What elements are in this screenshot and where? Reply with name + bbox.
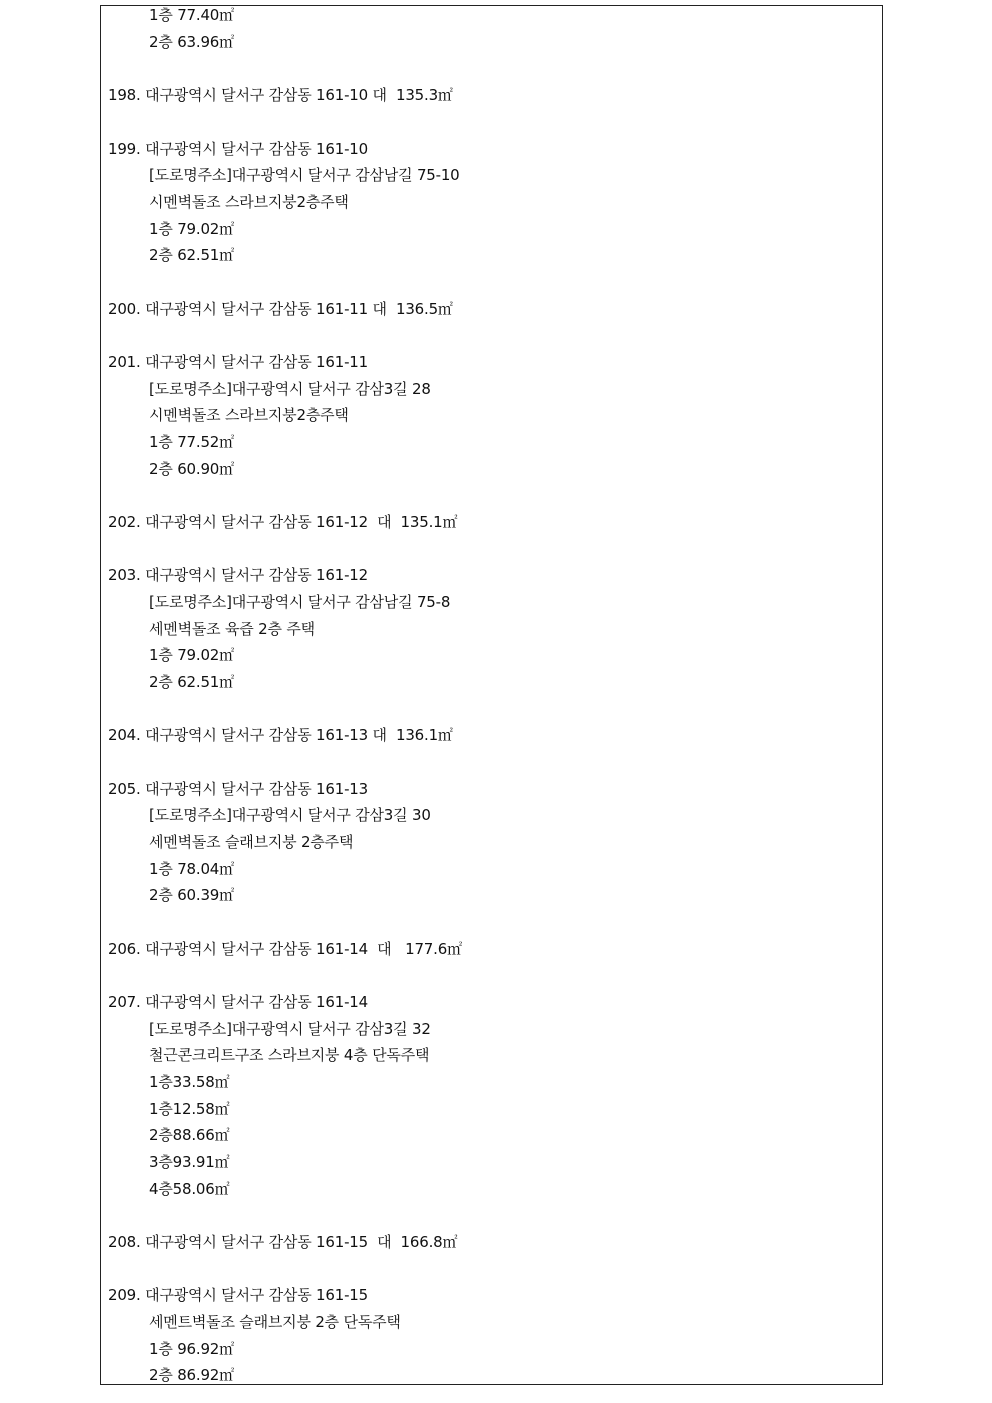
floor-area: 2층 60.39㎡: [149, 886, 234, 904]
floor-area: 1층12.58㎡: [149, 1100, 230, 1118]
structure-description: 철근콘크리트구조 스라브지붕 4층 단독주택: [149, 1046, 430, 1064]
floor-area: 1층 96.92㎡: [149, 1340, 234, 1358]
floor-area: 3층93.91㎡: [149, 1153, 230, 1171]
building-entry: 203. 대구광역시 달서구 감삼동 161-12: [108, 566, 368, 584]
floor-area: 2층88.66㎡: [149, 1126, 230, 1144]
road-address: [도로명주소]대구광역시 달서구 감삼3길 30: [149, 806, 431, 824]
parcel-entry: 202. 대구광역시 달서구 감삼동 161-12 대 135.1㎡: [108, 513, 458, 531]
structure-description: 세멘트벽돌조 슬래브지붕 2층 단독주택: [149, 1313, 401, 1331]
floor-area: 1층 77.52㎡: [149, 433, 234, 451]
floor-area: 2층 62.51㎡: [149, 673, 234, 691]
building-entry: 201. 대구광역시 달서구 감삼동 161-11: [108, 353, 368, 371]
road-address: [도로명주소]대구광역시 달서구 감삼3길 28: [149, 380, 431, 398]
floor-area: 2층 86.92㎡: [149, 1366, 234, 1384]
floor-area: 2층 60.90㎡: [149, 460, 234, 478]
floor-area: 1층33.58㎡: [149, 1073, 230, 1091]
road-address: [도로명주소]대구광역시 달서구 감삼남길 75-10: [149, 166, 460, 184]
building-entry: 199. 대구광역시 달서구 감삼동 161-10: [108, 140, 368, 158]
building-entry: 207. 대구광역시 달서구 감삼동 161-14: [108, 993, 368, 1011]
parcel-entry: 204. 대구광역시 달서구 감삼동 161-13 대 136.1㎡: [108, 726, 453, 744]
structure-description: 시멘벽돌조 스라브지붕2층주택: [149, 406, 349, 424]
structure-description: 세멘벽돌조 슬래브지붕 2층주택: [149, 833, 354, 851]
text-line: 2층 63.96㎡: [149, 33, 234, 51]
text-line: 1층 77.40㎡: [149, 6, 234, 24]
document-frame: [100, 5, 883, 1385]
parcel-entry: 200. 대구광역시 달서구 감삼동 161-11 대 136.5㎡: [108, 300, 453, 318]
floor-area: 1층 79.02㎡: [149, 220, 234, 238]
parcel-entry: 198. 대구광역시 달서구 감삼동 161-10 대 135.3㎡: [108, 86, 453, 104]
parcel-entry: 206. 대구광역시 달서구 감삼동 161-14 대 177.6㎡: [108, 940, 462, 958]
floor-area: 1층 79.02㎡: [149, 646, 234, 664]
floor-area: 4층58.06㎡: [149, 1180, 230, 1198]
road-address: [도로명주소]대구광역시 달서구 감삼3길 32: [149, 1020, 431, 1038]
structure-description: 시멘벽돌조 스라브지붕2층주택: [149, 193, 349, 211]
structure-description: 세멘벽돌조 육즙 2층 주택: [149, 620, 315, 638]
building-entry: 209. 대구광역시 달서구 감삼동 161-15: [108, 1286, 368, 1304]
parcel-entry: 208. 대구광역시 달서구 감삼동 161-15 대 166.8㎡: [108, 1233, 458, 1251]
building-entry: 205. 대구광역시 달서구 감삼동 161-13: [108, 780, 368, 798]
road-address: [도로명주소]대구광역시 달서구 감삼남길 75-8: [149, 593, 451, 611]
floor-area: 2층 62.51㎡: [149, 246, 234, 264]
floor-area: 1층 78.04㎡: [149, 860, 234, 878]
